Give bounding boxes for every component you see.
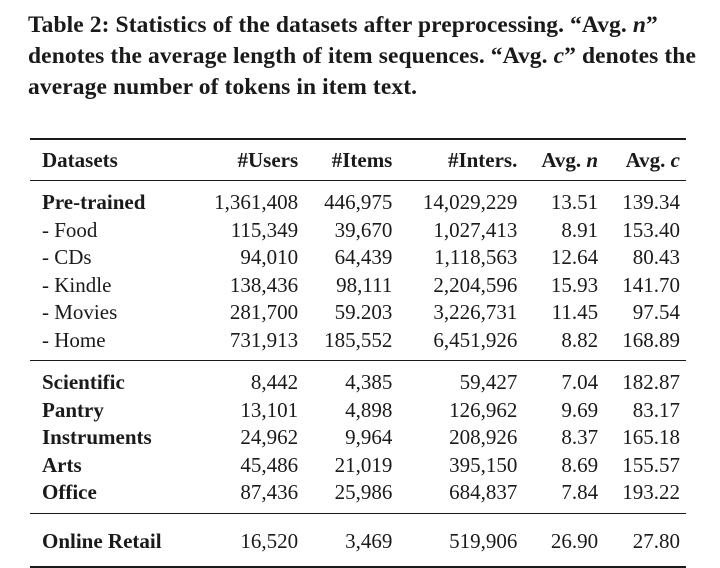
value-cell: 21,019 [334,452,393,477]
value-cell: 15.93 [550,272,599,297]
value-cell: 1,118,563 [434,245,518,269]
dataset-name-cell: - Food [42,217,98,242]
statistics-table [30,138,686,568]
value-cell: 153.40 [622,217,680,242]
value-cell: 12.64 [550,245,599,269]
value-cell: 87,436 [240,480,299,504]
value-cell: 9.69 [561,397,599,422]
value-cell: 4,898 [345,397,393,422]
value-cell: 14,029,229 [422,190,518,214]
value-cell: 45,486 [240,452,299,477]
value-cell: 3,469 [345,528,393,553]
value-cell: 13,101 [240,397,299,422]
value-cell: 193.22 [622,480,680,504]
value-cell: 731,913 [229,327,299,352]
header-row [30,139,686,181]
value-cell: 98,111 [336,272,393,297]
dataset-name-cell: Scientific [42,370,125,394]
header-avg-c: Avg. c [625,148,680,172]
value-cell: 9,964 [345,425,393,449]
value-cell: 8,442 [250,370,299,394]
table-row [30,181,686,217]
value-cell: 39,670 [334,217,393,242]
value-cell: 8.37 [561,425,599,449]
value-cell: 138,436 [229,272,299,297]
value-cell: 83.17 [632,397,680,422]
dataset-name-cell: Pantry [42,397,104,422]
table-row [30,424,686,452]
value-cell: 25,986 [334,480,393,504]
value-cell: 94,010 [240,245,299,269]
value-cell: 6,451,926 [433,327,518,352]
value-cell: 446,975 [324,190,393,214]
caption-label: Table 2: [28,12,110,38]
table-row [30,327,686,361]
table-row [30,513,686,567]
dataset-name-cell: - Kindle [42,272,112,297]
dataset-name-cell: Office [42,480,97,504]
value-cell: 64,439 [334,245,393,269]
caption-var-n: n [632,12,647,38]
dataset-name-cell: - Home [42,327,106,352]
value-cell: 97.54 [632,300,680,324]
value-cell: 185,552 [324,327,393,352]
table-row [30,244,686,272]
table-row [30,299,686,327]
value-cell: 4,385 [345,370,393,394]
value-cell: 519,906 [449,528,518,553]
value-cell: 165.18 [622,425,680,449]
value-cell: 155.57 [622,452,680,477]
value-cell: 1,027,413 [433,217,518,242]
value-cell: 684,837 [449,480,518,504]
value-cell: 11.45 [551,300,599,324]
value-cell: 59,427 [459,370,518,394]
table-caption [28,10,696,103]
dataset-name-cell: Arts [42,452,82,477]
table-row [30,397,686,425]
table-row [30,217,686,245]
dataset-name-cell: Instruments [42,425,152,449]
value-cell: 7.84 [561,480,599,504]
value-cell: 8.91 [561,217,599,242]
caption-var-c: c [553,43,565,69]
value-cell: 1,361,408 [214,190,299,214]
header-inters: #Inters. [447,148,518,172]
value-cell: 182.87 [622,370,680,394]
value-cell: 115,349 [230,217,299,242]
value-cell: 24,962 [240,425,299,449]
value-cell: 13.51 [550,190,599,214]
header-items: #Items [331,148,393,172]
value-cell: 7.04 [561,370,599,394]
value-cell: 208,926 [449,425,518,449]
value-cell: 8.82 [561,327,599,352]
table-body [30,181,686,567]
dataset-name-cell: Pre-trained [42,190,146,214]
value-cell: 2,204,596 [433,272,518,297]
table-row [30,479,686,513]
value-cell: 26.90 [550,528,599,553]
value-cell: 3,226,731 [433,300,518,324]
table-row [30,272,686,300]
value-cell: 8.69 [561,452,599,477]
caption-text-3: ” denotes the average number of tokens in item text. [28,43,696,100]
value-cell: 59.203 [334,300,393,324]
caption-text-2: ” denotes the average length of item sequences. “Avg. [28,12,658,69]
value-cell: 16,520 [240,528,299,553]
dataset-name-cell: - CDs [42,245,92,269]
header-users: #Users [237,148,299,172]
value-cell: 139.34 [622,190,680,214]
value-cell: 395,150 [449,452,518,477]
value-cell: 80.43 [632,245,680,269]
data-table [30,138,686,568]
value-cell: 281,700 [229,300,299,324]
header-avg-n: Avg. n [541,148,599,172]
dataset-name-cell: Online Retail [42,528,162,553]
table-row [30,452,686,480]
value-cell: 168.89 [622,327,680,352]
header-datasets: Datasets [42,148,118,172]
caption-text-1: Statistics of the datasets after preprocessing. “Avg. [109,12,633,38]
table-row [30,361,686,397]
value-cell: 141.70 [622,272,680,297]
value-cell: 126,962 [449,397,518,422]
dataset-name-cell: - Movies [42,300,118,324]
value-cell: 27.80 [632,528,680,553]
